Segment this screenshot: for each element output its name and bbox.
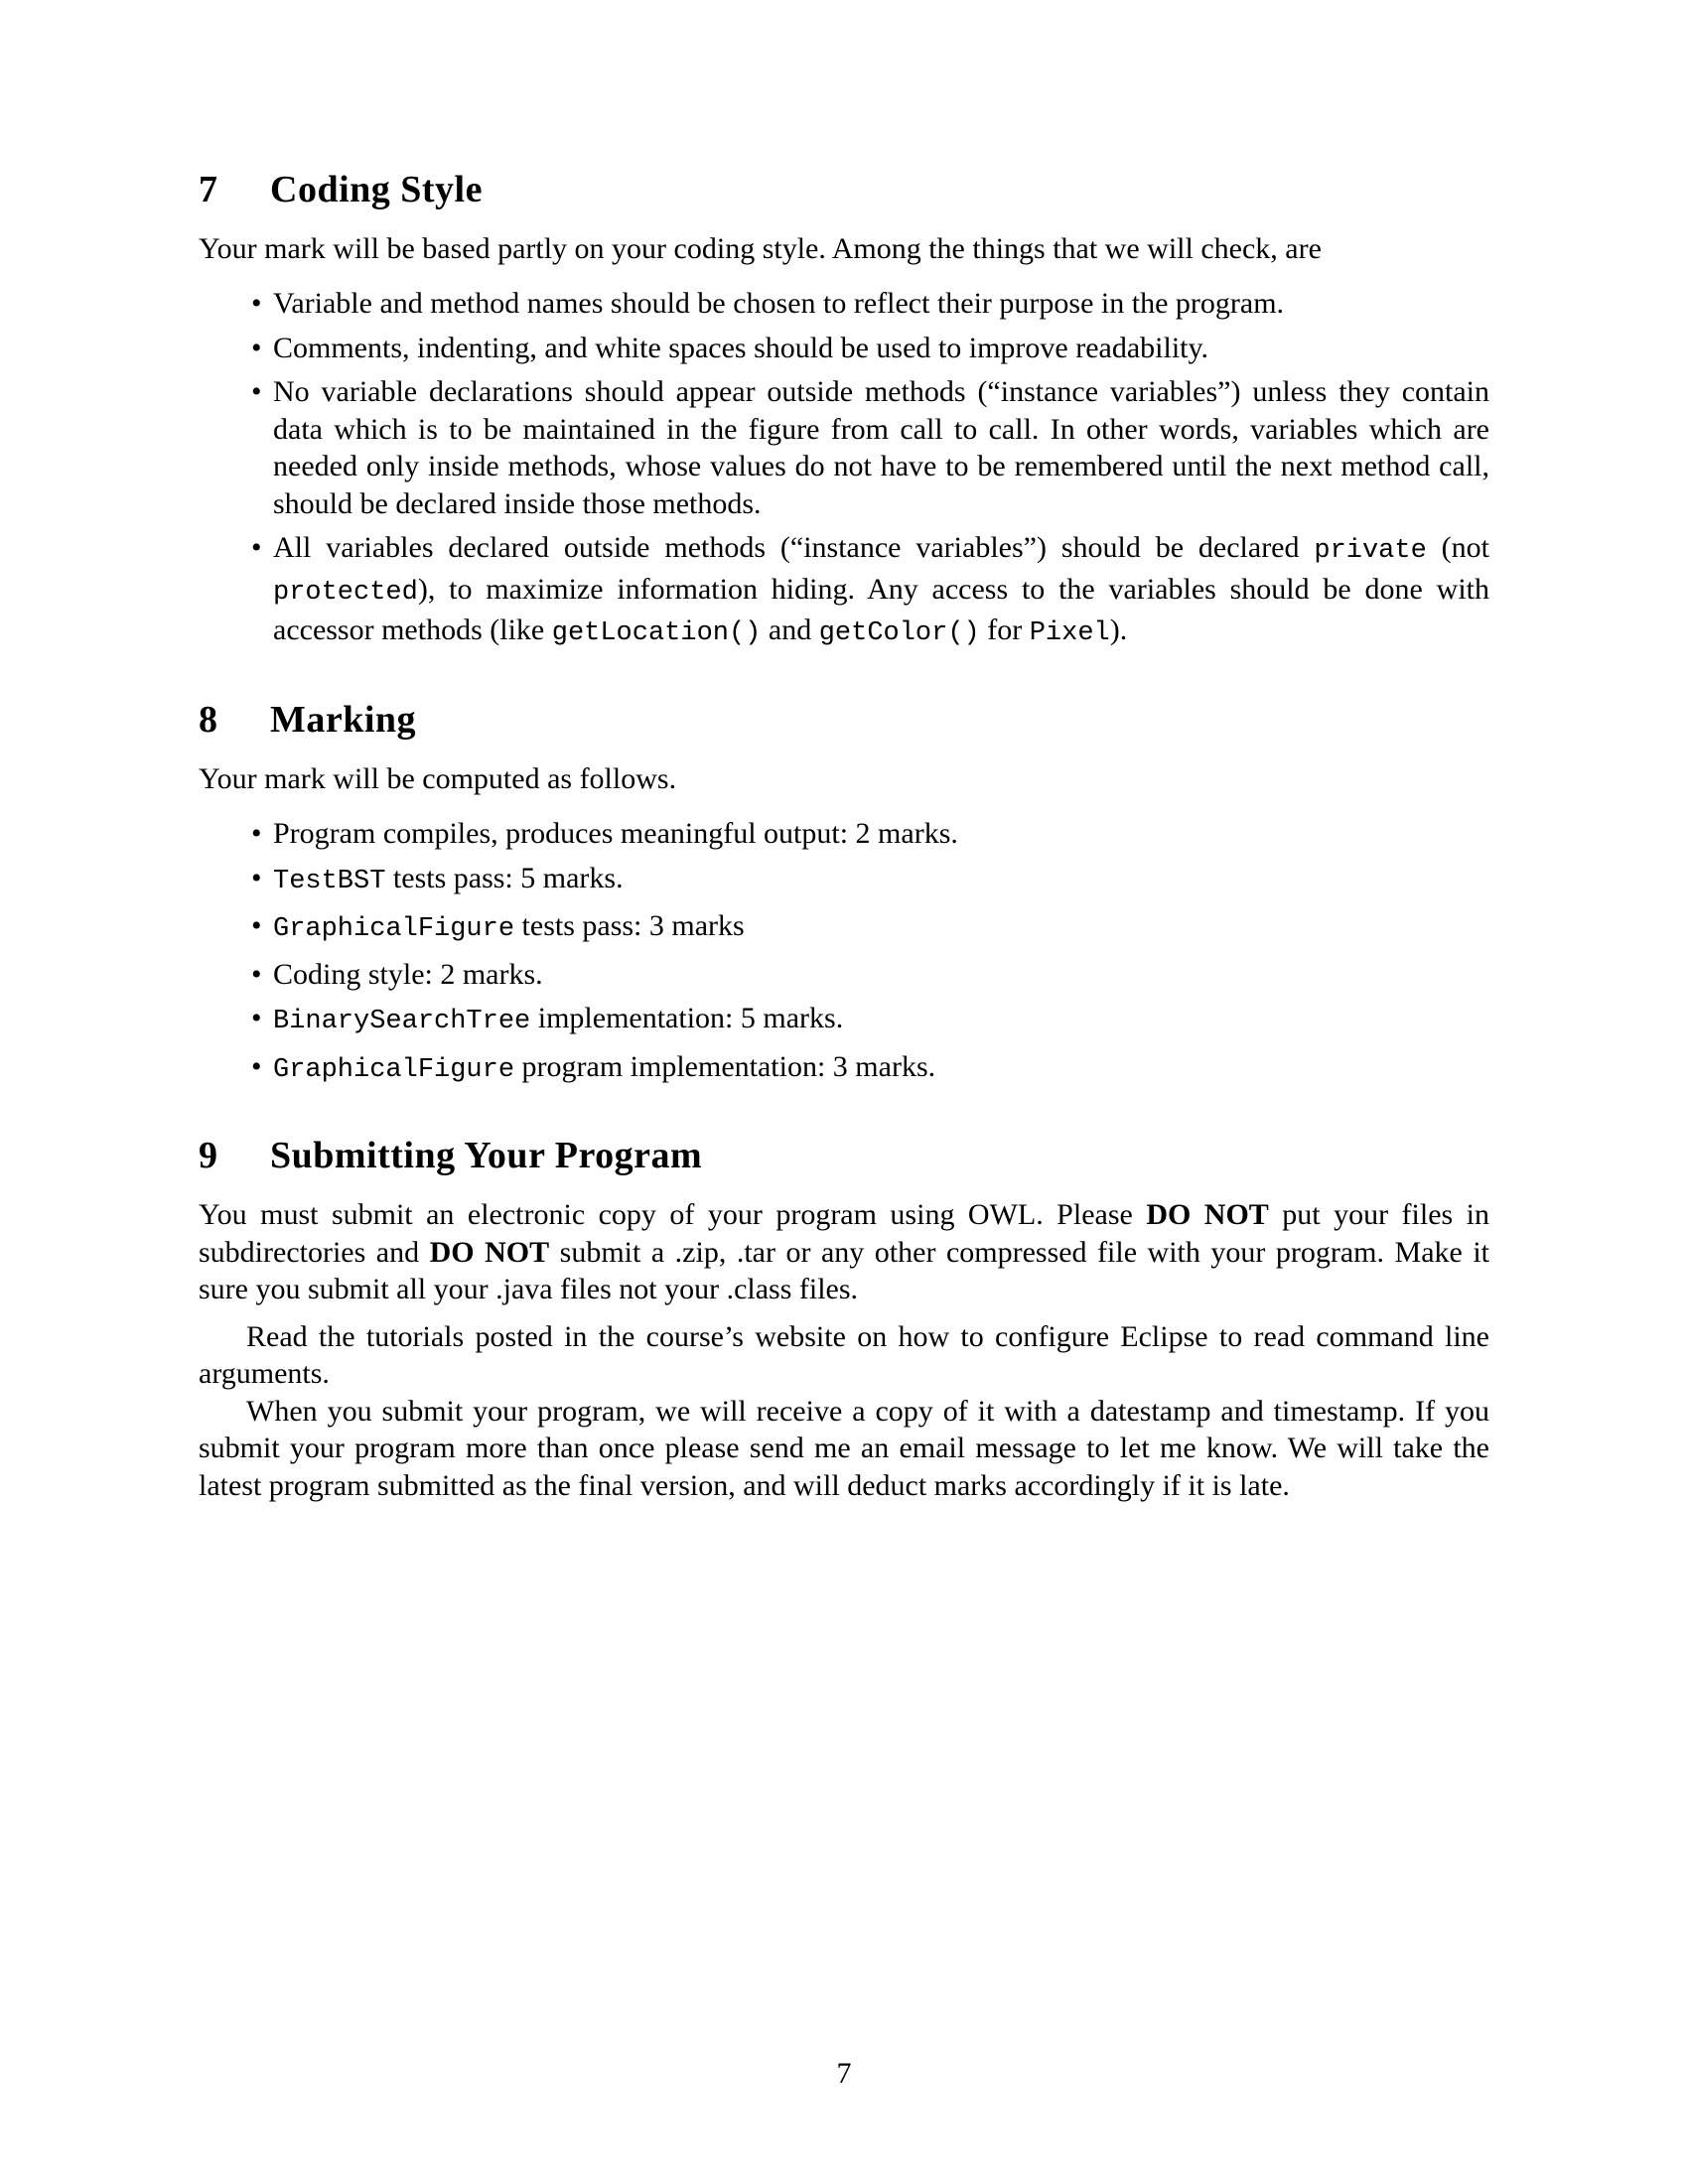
paragraph — [199, 1196, 1489, 1308]
paragraph — [199, 230, 1489, 268]
text-segment: Your mark will be based partly on your coding style. Among the things that we will check, are — [199, 231, 1322, 265]
list-item — [273, 1000, 1489, 1041]
section-number: 9 — [199, 1135, 218, 1177]
text-segment: Variable and method names should be chosen to reflect their purpose in the program. — [273, 287, 1285, 321]
paragraph — [199, 1318, 1489, 1393]
section-number: 7 — [199, 169, 218, 210]
text-segment: put your files in subdirectories and — [199, 1198, 1489, 1269]
section-heading — [199, 698, 1489, 741]
bullet-list — [199, 815, 1489, 1089]
page-content — [199, 171, 1489, 1504]
text-segment: Coding style: 2 marks. — [273, 957, 543, 991]
text-segment: When you submit your program, we will receive a copy of it with a datestamp and timestamp. If you submit your program more than once please send me an email message to let me know. We will take the latest program submitted as the final version, and will deduct marks accordingly if it is late. — [199, 1394, 1489, 1502]
section-heading — [199, 171, 1489, 210]
text-segment: All variables declared outside methods (“instance variables”) should be declared — [273, 531, 1315, 565]
section-title: Marking — [270, 698, 417, 741]
section-paragraphs — [199, 760, 1489, 798]
section-number: 8 — [199, 698, 218, 741]
text-segment: tests pass: 3 marks — [514, 909, 745, 943]
section-heading — [199, 1137, 1489, 1176]
code-text: GraphicalFigure — [273, 1054, 515, 1085]
text-segment: Read the tutorials posted in the course’s website on how to configure Eclipse to read command line arguments. — [199, 1319, 1489, 1391]
list-item — [273, 529, 1489, 653]
text-segment: ), to maximize information hiding. Any access to the variables should be done with accessor methods (like — [273, 572, 1489, 647]
section-paragraphs — [199, 1196, 1489, 1504]
text-segment: submit a .zip, .tar or any other compressed file with your program. Make it sure you submit all your .java files not your .class files. — [199, 1235, 1490, 1306]
section-coding-style — [199, 171, 1489, 653]
section-marking — [199, 698, 1489, 1089]
list-item — [273, 1048, 1489, 1090]
code-text: protected — [273, 577, 418, 608]
code-text: GraphicalFigure — [273, 914, 515, 945]
code-text: BinarySearchTree — [273, 1007, 531, 1037]
paragraph — [199, 1393, 1489, 1505]
list-item — [273, 330, 1489, 367]
list-item — [273, 815, 1489, 853]
code-text: getColor() — [818, 618, 980, 649]
text-segment: tests pass: 5 marks. — [385, 861, 624, 894]
text-segment: ). — [1109, 614, 1128, 647]
list-item — [273, 860, 1489, 901]
section-title: Submitting Your Program — [270, 1135, 703, 1177]
text-segment: Comments, indenting, and white spaces should be used to improve readability. — [273, 331, 1209, 364]
section-paragraphs — [199, 230, 1489, 268]
text-segment: Your mark will be computed as follows. — [199, 761, 677, 795]
bold-text: DO NOT — [1146, 1198, 1269, 1232]
list-item — [273, 956, 1489, 994]
code-text: getLocation() — [551, 618, 762, 649]
text-segment: Program compiles, produces meaningful output: 2 marks. — [273, 817, 958, 851]
bold-text: DO NOT — [429, 1235, 550, 1269]
section-submitting-your-program — [199, 1137, 1489, 1504]
text-segment: implementation: 5 marks. — [530, 1002, 844, 1035]
text-segment: You must submit an electronic copy of your program using OWL. Please — [199, 1198, 1147, 1232]
code-text: Pixel — [1029, 618, 1110, 649]
text-segment: No variable declarations should appear outside methods (“instance variables”) unless they contain data which is to be maintained in the figure from call to call. In other words, variables which are needed only inside methods, whose values do not have to be remembered until the next method call, should be declared inside those methods. — [273, 375, 1489, 520]
list-item — [273, 907, 1489, 949]
page-number: 7 — [836, 2057, 852, 2090]
text-segment: and — [761, 614, 819, 647]
list-item — [273, 285, 1489, 323]
paragraph — [199, 760, 1489, 798]
code-text: TestBST — [273, 866, 386, 896]
bullet-list — [199, 285, 1489, 653]
text-segment: (not — [1426, 531, 1489, 565]
section-title: Coding Style — [270, 169, 483, 210]
text-segment: for — [979, 614, 1030, 647]
list-item — [273, 373, 1489, 522]
code-text: private — [1314, 536, 1427, 567]
text-segment: program implementation: 3 marks. — [514, 1049, 936, 1083]
